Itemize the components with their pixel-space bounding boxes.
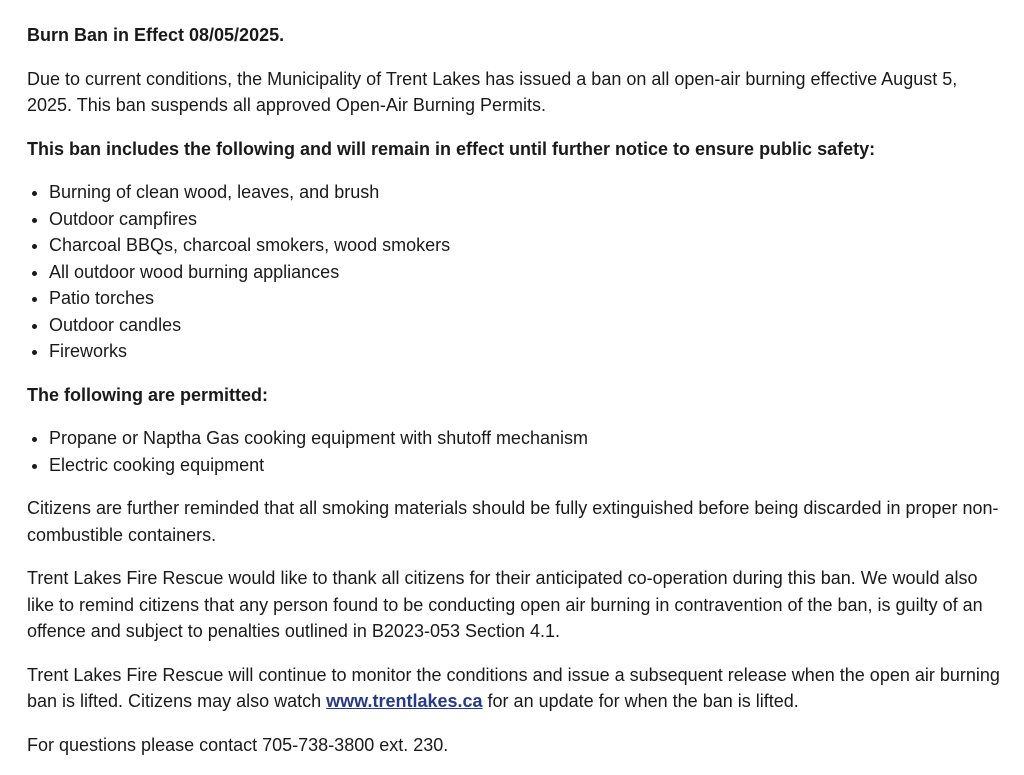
list-item: • Charcoal BBQs, charcoal smokers, wood smokers xyxy=(49,232,1002,259)
monitor-paragraph xyxy=(27,662,1002,715)
list-item: • Electric cooking equipment xyxy=(49,452,1002,479)
list-item: • Burning of clean wood, leaves, and brush xyxy=(49,179,1002,206)
page-title: Burn Ban in Effect 08/05/2025. xyxy=(27,25,285,45)
article-body xyxy=(27,22,1002,775)
banned-heading: This ban includes the following and will remain in effect until further notice to ensure public safety: xyxy=(27,138,876,159)
list-item: • Patio torches xyxy=(49,285,1002,312)
trentlakes-website-link[interactable]: www.trentlakes.ca xyxy=(326,691,483,711)
permitted-list xyxy=(27,425,1002,478)
list-item: • Outdoor campfires xyxy=(49,206,1002,233)
contact-paragraph: For questions please contact 705-738-3800 ext. 230. xyxy=(27,734,449,755)
thanks-paragraph: Trent Lakes Fire Rescue would like to thank all citizens for their anticipated co-operation during this ban. We would also like to remind citizens that any person found to be conducting open air burning in contravention of the ban, is guilty of an offence and subject to penalties outlined in B2023-053 Section 4.1. xyxy=(27,568,983,641)
list-item: • Propane or Naptha Gas cooking equipment with shutoff mechanism xyxy=(49,425,1002,452)
banned-list xyxy=(27,179,1002,365)
monitor-text-before: Trent Lakes Fire Rescue will continue to monitor the conditions and issue a subsequent release when the open air burning ban is lifted. Citizens may also watch xyxy=(27,664,1000,711)
list-item: • Outdoor candles xyxy=(49,312,1002,339)
list-item: • Fireworks xyxy=(49,338,1002,365)
smoking-reminder-paragraph: Citizens are further reminded that all smoking materials should be fully extinguished before being discarded in proper non-combustible containers. xyxy=(27,498,999,545)
list-item: • All outdoor wood burning appliances xyxy=(49,259,1002,286)
permitted-heading: The following are permitted: xyxy=(27,384,269,405)
intro-paragraph: Due to current conditions, the Municipality of Trent Lakes has issued a ban on all open-air burning effective August 5, 2025. This ban suspends all approved Open-Air Burning Permits. xyxy=(27,68,958,115)
monitor-text-after: for an update for when the ban is lifted. xyxy=(482,691,799,711)
